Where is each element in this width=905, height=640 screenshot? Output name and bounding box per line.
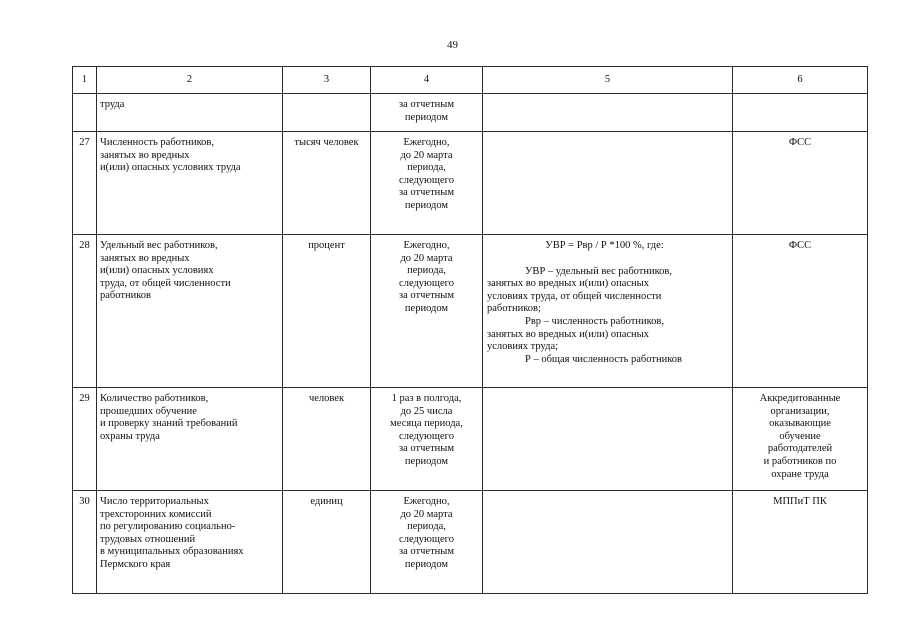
cell-source: ФСС — [733, 132, 868, 235]
table-row — [73, 132, 868, 235]
formula-desc-r: Р – общая численность работников — [525, 353, 682, 365]
table-row — [73, 388, 868, 491]
formula: УВР = Рвр / Р *100 %, где: — [545, 240, 664, 251]
table-row — [73, 491, 868, 594]
header-col-3: 3 — [283, 67, 371, 94]
header-col-5: 5 — [483, 67, 733, 94]
cell-unit: единиц — [283, 491, 371, 594]
cell-num: 30 — [73, 491, 97, 594]
formula-desc-uvr: УВР – удельный вес работников, занятых во вредных и(или) опасных условиях труда, от общей численности работников; — [487, 265, 673, 315]
table-row-continuation — [73, 94, 868, 132]
cell-name: Удельный вес работников, занятых во вредных и(или) опасных условиях труда, от общей численности работников — [97, 235, 283, 388]
page-number: 49 — [447, 39, 458, 51]
cell-method — [483, 94, 733, 132]
cell-method — [483, 132, 733, 235]
cell-unit: процент — [283, 235, 371, 388]
formula-desc-rvr: Рвр – численность работников, занятых во вредных и(или) опасных условиях труда; — [487, 315, 665, 353]
cell-source: Аккредитованные организации, оказывающие обучение работодателей и работников по охране труда — [733, 388, 868, 491]
indicators-table — [72, 66, 868, 594]
cell-period: 1 раз в полгода, до 25 числа месяца периода, следующего за отчетным периодом — [371, 388, 483, 491]
cell-period: за отчетным периодом — [371, 94, 483, 132]
cell-period: Ежегодно, до 20 марта периода, следующего за отчетным периодом — [371, 491, 483, 594]
cell-source: МППиТ ПК — [733, 491, 868, 594]
cell-unit: тысяч человек — [283, 132, 371, 235]
cell-period: Ежегодно, до 20 марта периода, следующего за отчетным периодом — [371, 132, 483, 235]
cell-unit: человек — [283, 388, 371, 491]
header-col-1: 1 — [73, 67, 97, 94]
cell-name: Число территориальных трехсторонних комиссий по регулированию социально- трудовых отношений в муниципальных образованиях Пермского края — [97, 491, 283, 594]
table-header-row — [73, 67, 868, 94]
cell-source — [733, 94, 868, 132]
header-col-2: 2 — [97, 67, 283, 94]
header-col-6: 6 — [733, 67, 868, 94]
header-col-4: 4 — [371, 67, 483, 94]
cell-num: 27 — [73, 132, 97, 235]
cell-method — [483, 235, 733, 388]
cell-name: Количество работников, прошедших обучение и проверку знаний требований охраны труда — [97, 388, 283, 491]
cell-source: ФСС — [733, 235, 868, 388]
cell-period: Ежегодно, до 20 марта периода, следующего за отчетным периодом — [371, 235, 483, 388]
cell-name: труда — [97, 94, 283, 132]
cell-num: 29 — [73, 388, 97, 491]
cell-num — [73, 94, 97, 132]
cell-method — [483, 491, 733, 594]
cell-unit — [283, 94, 371, 132]
table-row — [73, 235, 868, 388]
cell-num: 28 — [73, 235, 97, 388]
cell-method — [483, 388, 733, 491]
cell-name: Численность работников, занятых во вредных и(или) опасных условиях труда — [97, 132, 283, 235]
